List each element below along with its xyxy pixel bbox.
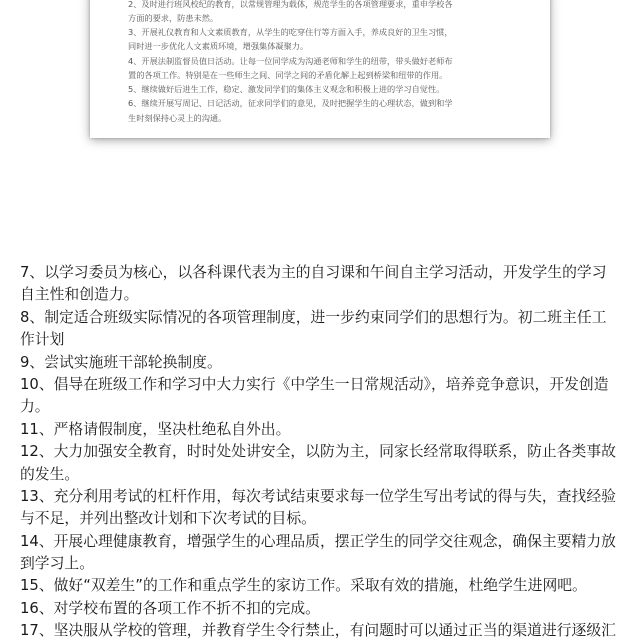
body-line: 与不足，并列出整改计划和下次考试的目标。 (20, 510, 316, 528)
body-line: 9、尝试实施班干部轮换制度。 (20, 353, 222, 371)
body-line: 17、坚决服从学校的管理，并教育学生令行禁止，有问题时可以通过正当的渠道进行逐级汇 (20, 622, 616, 640)
body-line: 自主性和创造力。 (20, 286, 139, 304)
document-image-line: 3、开展礼仪教育和人文素质教育，从学生的吃穿住行等方面入手，养成良好的卫生习惯， (128, 27, 453, 37)
document-image (90, 0, 550, 138)
document-image-line: 5、继续做好后进生工作，稳定、激发同学们的集体主义观念和积极上进的学习自觉性。 (128, 84, 445, 94)
body-line: 作计划 (20, 331, 65, 349)
body-line: 8、制定适合班级实际情况的各项管理制度，进一步约束同学们的思想行为。初二班主任工 (20, 308, 607, 326)
body-line: 12、大力加强安全教育，时时处处讲安全，以防为主，同家长经常取得联系，防止各类事故 (20, 443, 616, 461)
body-line: 15、做好“双差生”的工作和重点学生的家访工作。采取有效的措施，杜绝学生进网吧。 (20, 577, 587, 595)
body-line: 10、倡导在班级工作和学习中大力实行《中学生一日常规活动》，培养竞争意识，开发创造 (20, 375, 609, 393)
body-line: 13、充分利用考试的杠杆作用，每次考试结束要求每一位学生写出考试的得与失，查找经验 (20, 487, 616, 505)
document-image-line: 4、开展法制监督员值日活动。让每一位同学成为沟通老师和学生的纽带，带头做好老师布 (128, 56, 453, 66)
document-image-line: 方面的要求，防患未然。 (128, 13, 219, 23)
body-line: 14、开展心理健康教育，增强学生的心理品质，摆正学生的同学交往观念，确保主要精力放 (20, 532, 616, 550)
body-line: 力。 (20, 398, 50, 416)
body-line: 到学习上。 (20, 555, 94, 573)
body-line: 的发生。 (20, 465, 80, 483)
document-image-line: 生时刻保持心灵上的沟通。 (128, 113, 227, 123)
body-line: 11、严格请假制度，坚决杜绝私自外出。 (20, 420, 291, 438)
body-line: 16、对学校布置的各项工作不折不扣的完成。 (20, 599, 320, 617)
document-image-line: 2、及时进行班风校纪的教育，以常规管理为载体，规范学生的各项管理要求，重申学校各 (128, 0, 453, 9)
document-image-line: 同时进一步优化人文素质环境，增强集体凝聚力。 (128, 41, 309, 51)
body-text (20, 262, 628, 643)
document-image-line: 置的各项工作。特别是在一些师生之间、同学之间的矛盾化解上起到桥梁和纽带的作用。 (128, 70, 448, 80)
document-image-line: 6、继续开展写周记、日记活动，征求同学们的意见，及时把握学生的心理状态，做到和学 (128, 98, 453, 108)
body-line: 7、以学习委员为核心，以各科课代表为主的自习课和午间自主学习活动，开发学生的学习 (20, 264, 607, 281)
